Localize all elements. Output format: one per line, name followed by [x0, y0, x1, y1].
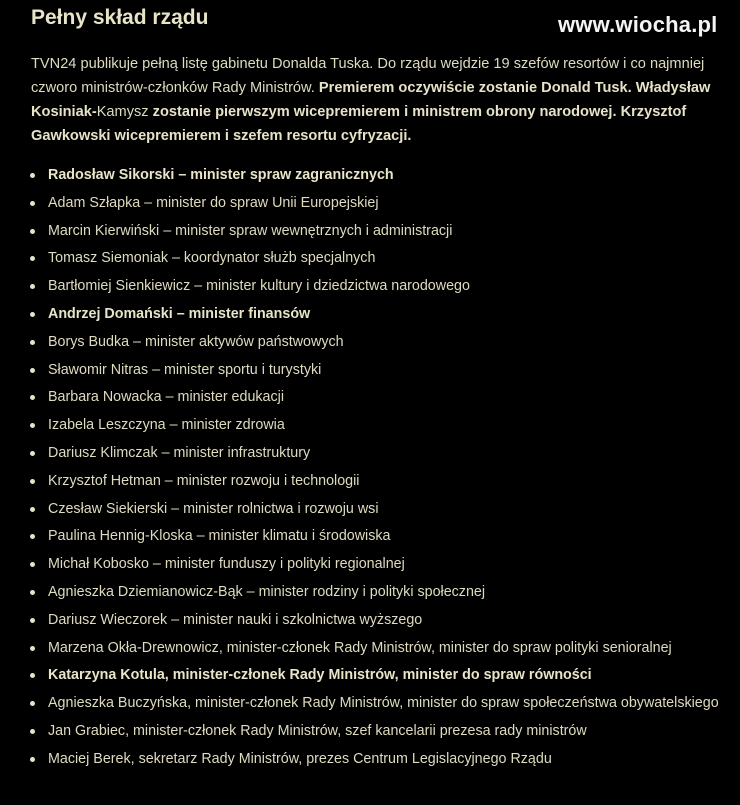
list-item: [0, 611, 740, 630]
list-item: [0, 305, 740, 324]
page-title: Pełny skład rządu: [31, 6, 209, 29]
list-item: [0, 527, 740, 546]
list-item-text: Maciej Berek, sekretarz Rady Ministrów, prezes Centrum Legislacyjnego Rządu: [48, 750, 552, 767]
bullet-icon: [30, 229, 35, 234]
intro-text: Kamysz: [96, 104, 153, 120]
list-item: [0, 694, 740, 713]
bullet-icon: [30, 312, 35, 317]
list-item: [0, 166, 740, 185]
bullet-icon: [30, 256, 35, 261]
list-item-text: Agnieszka Dziemianowicz-Bąk – minister rodziny i polityki społecznej: [48, 583, 486, 600]
ministers-list: [0, 166, 740, 778]
list-item-text: Michał Kobosko – minister funduszy i polityki regionalnej: [48, 556, 405, 573]
list-item-text: Adam Szłapka – minister do spraw Unii Europejskiej: [48, 194, 379, 211]
list-item: [0, 666, 740, 685]
list-item: [0, 500, 740, 519]
list-item: [0, 222, 740, 241]
list-item: [0, 333, 740, 352]
list-item-text: Izabela Leszczyna – minister zdrowia: [48, 417, 285, 434]
list-item-text: Jan Grabiec, minister-członek Rady Ministrów, szef kancelarii prezesa rady ministrów: [48, 722, 587, 739]
list-item: [0, 361, 740, 380]
list-item-text: Andrzej Domański – minister finansów: [48, 305, 311, 322]
list-item-text: Czesław Siekierski – minister rolnictwa i rozwoju wsi: [48, 500, 379, 517]
list-item: [0, 472, 740, 491]
list-item: [0, 416, 740, 435]
list-item: [0, 639, 740, 658]
list-item: [0, 444, 740, 463]
bullet-icon: [30, 590, 35, 595]
bullet-icon: [30, 284, 35, 289]
list-item-text: Bartłomiej Sienkiewicz – minister kultury i dziedzictwa narodowego: [48, 278, 470, 295]
bullet-icon: [30, 673, 35, 678]
list-item-text: Barbara Nowacka – minister edukacji: [48, 389, 285, 406]
intro-bold-text: zostanie pierwszym wicepremierem i ministrem obrony narodowej. Krzysztof Gawkowski wicepremierem i szefem resortu cyfryzacji.: [31, 104, 687, 144]
site-watermark: www.wiocha.pl: [558, 12, 718, 37]
list-item: [0, 194, 740, 213]
list-item-text: Radosław Sikorski – minister spraw zagranicznych: [48, 167, 394, 183]
list-item-text: Tomasz Siemoniak – koordynator służb specjalnych: [48, 250, 376, 267]
intro-bold-text: Premierem oczywiście zostanie Donald Tusk. Władysław Kosiniak-: [31, 80, 711, 120]
list-item-text: Marzena Okła-Drewnowicz, minister-członek Rady Ministrów, minister do spraw polityki senioralnej: [48, 639, 672, 656]
list-item: [0, 249, 740, 268]
list-item: [0, 555, 740, 574]
list-item: [0, 277, 740, 296]
bullet-icon: [30, 451, 35, 456]
bullet-icon: [30, 340, 35, 345]
bullet-icon: [30, 423, 35, 428]
list-item: [0, 722, 740, 741]
bullet-icon: [30, 173, 35, 178]
bullet-icon: [30, 618, 35, 623]
list-item-text: Marcin Kierwiński – minister spraw wewnętrznych i administracji: [48, 222, 453, 239]
bullet-icon: [30, 201, 35, 206]
list-item: [0, 750, 740, 769]
list-item-text: Sławomir Nitras – minister sportu i turystyki: [48, 361, 322, 378]
bullet-icon: [30, 729, 35, 734]
bullet-icon: [30, 395, 35, 400]
list-item-text: Dariusz Wieczorek – minister nauki i szkolnictwa wyższego: [48, 611, 423, 628]
list-item-text: Borys Budka – minister aktywów państwowych: [48, 333, 344, 350]
bullet-icon: [30, 646, 35, 651]
bullet-icon: [30, 479, 35, 484]
bullet-icon: [30, 368, 35, 373]
list-item-text: Dariusz Klimczak – minister infrastruktury: [48, 444, 311, 461]
list-item: [0, 583, 740, 602]
list-item-text: Paulina Hennig-Kloska – minister klimatu i środowiska: [48, 528, 391, 545]
list-item-text: Krzysztof Hetman – minister rozwoju i technologii: [48, 472, 360, 489]
intro-paragraph: [31, 52, 731, 148]
bullet-icon: [30, 507, 35, 512]
bullet-icon: [30, 701, 35, 706]
bullet-icon: [30, 562, 35, 567]
bullet-icon: [30, 757, 35, 762]
list-item-text: Katarzyna Kotula, minister-członek Rady Ministrów, minister do spraw równości: [48, 667, 592, 684]
intro-text: TVN24 publikuje pełną listę gabinetu Donalda Tuska. Do rządu wejdzie 19 szefów resortów i co najmniej czworo ministrów-członków Rady Ministrów.: [31, 56, 705, 96]
bullet-icon: [30, 534, 35, 539]
list-item: [0, 388, 740, 407]
list-item-text: Agnieszka Buczyńska, minister-członek Rady Ministrów, minister do spraw społeczeństwa obywatelskiego: [48, 695, 719, 712]
